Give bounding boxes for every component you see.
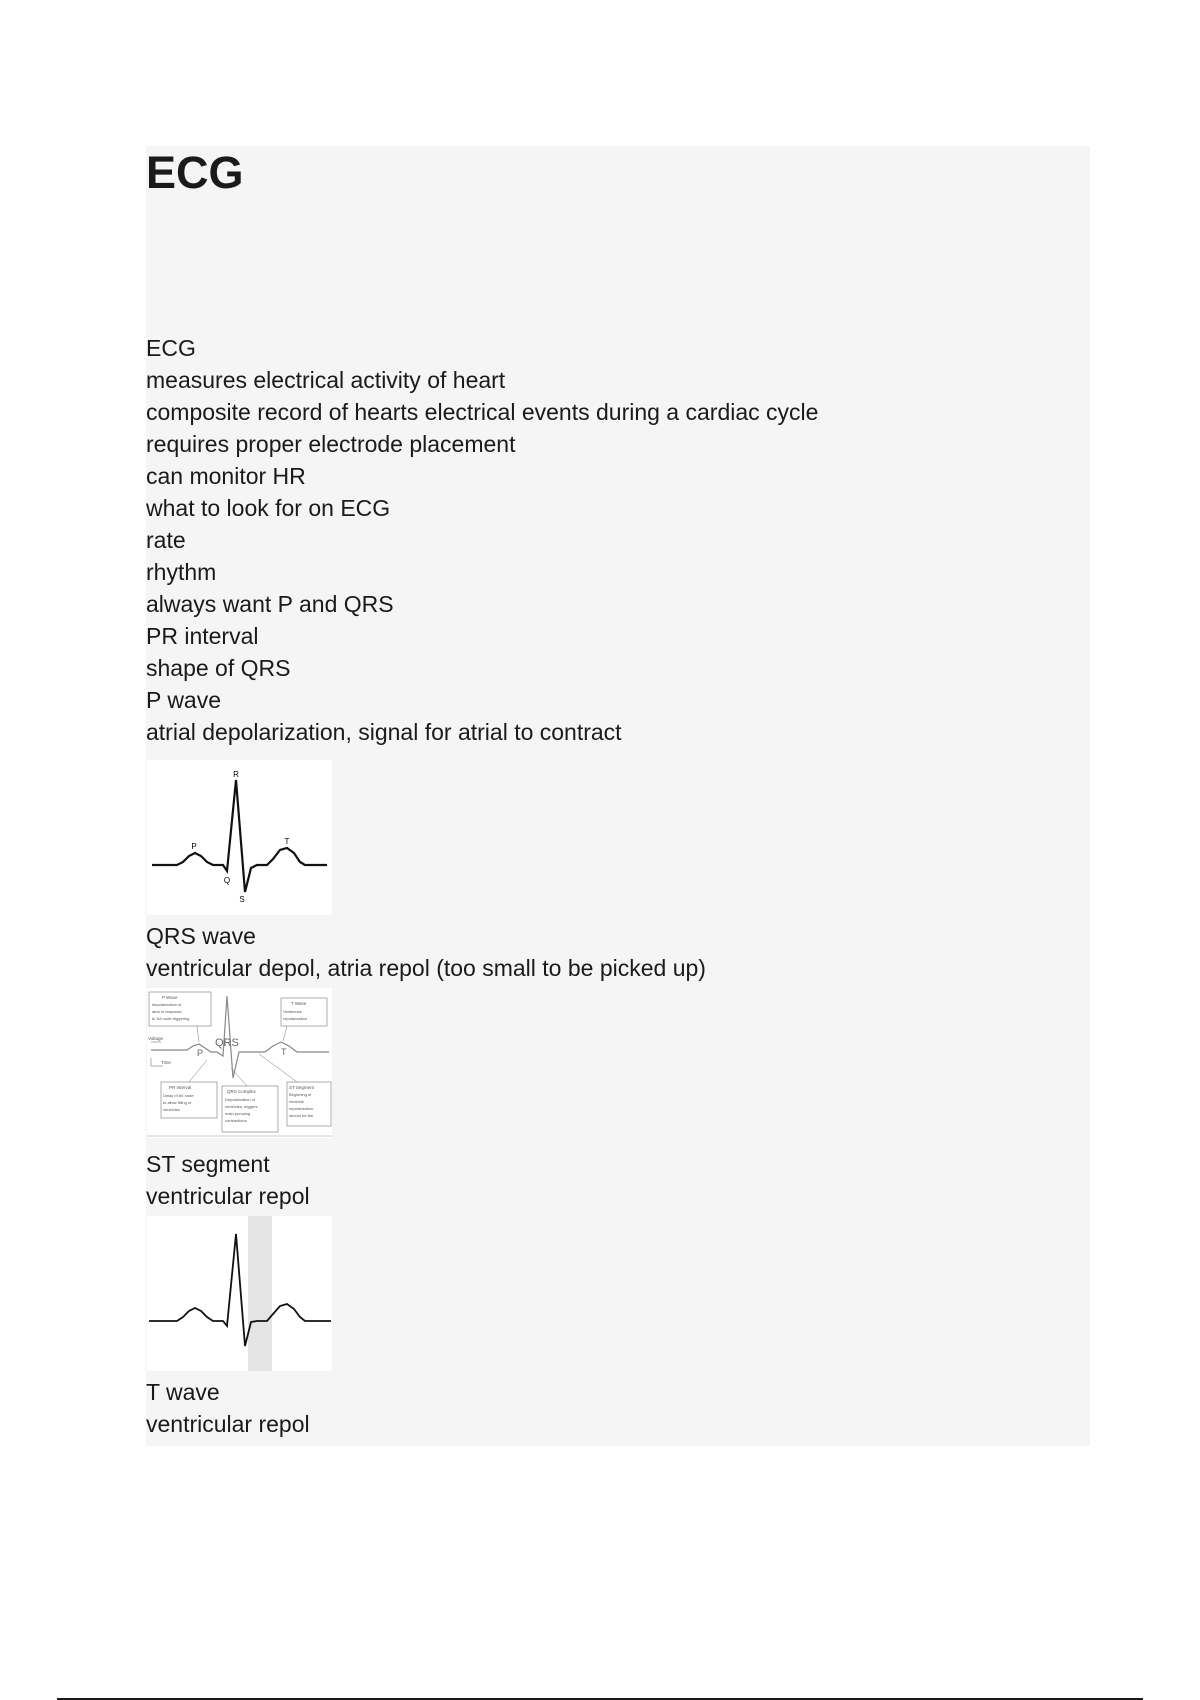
ecg-waveform-figure (147, 760, 332, 915)
text-line: ventricular depol, atria repol (too small to be picked up) (146, 955, 706, 981)
text-line: QRS wave (146, 923, 256, 949)
svg-text:P Wave: P Wave (162, 995, 178, 1000)
svg-text:main pumping: main pumping (225, 1111, 251, 1116)
page-title: ECG (146, 147, 244, 198)
notes-card (146, 146, 1090, 1446)
text-line: ST segment (146, 1151, 270, 1177)
label-t2: T (281, 1047, 287, 1057)
axis-time: Time (161, 1060, 171, 1065)
axis-voltage: Voltage (148, 1036, 164, 1041)
text-line: rhythm (146, 559, 217, 585)
text-line: ventricular repol (146, 1411, 310, 1437)
svg-text:T Wave: T Wave (291, 1001, 307, 1006)
text-line: always want P and QRS (146, 591, 394, 617)
svg-text:to SA node triggering: to SA node triggering (152, 1016, 190, 1021)
svg-text:atria in response: atria in response (152, 1009, 182, 1014)
text-line: PR interval (146, 623, 259, 649)
label-p2: P (197, 1048, 204, 1058)
text-line: rate (146, 527, 186, 553)
text-line: composite record of hearts electrical events during a cardiac cycle (146, 399, 819, 425)
svg-text:Ventricular: Ventricular (283, 1009, 302, 1014)
text-line: shape of QRS (146, 655, 291, 681)
st-segment-svg (147, 1216, 332, 1371)
svg-text:contractions: contractions (225, 1118, 247, 1123)
label-p: P (191, 842, 197, 851)
svg-text:repolarization: repolarization (283, 1016, 308, 1021)
svg-text:should be flat: should be flat (289, 1113, 313, 1118)
label-t: T (284, 837, 290, 846)
svg-text:ST Segment: ST Segment (289, 1085, 314, 1090)
svg-text:to allow filling of: to allow filling of (163, 1100, 192, 1105)
ecg-annotated-svg (147, 988, 332, 1138)
svg-text:ventricles: ventricles (163, 1107, 180, 1112)
label-q: Q (223, 876, 231, 885)
label-qrs: QRS (215, 1037, 239, 1049)
text-line: atrial depolarization, signal for atrial to contract (146, 719, 622, 745)
text-line: what to look for on ECG (146, 495, 391, 521)
label-s: S (239, 895, 245, 904)
svg-text:depolarization of: depolarization of (152, 1002, 182, 1007)
text-line: measures electrical activity of heart (146, 367, 506, 393)
st-segment-figure (147, 1216, 332, 1371)
svg-text:ventricle: ventricle (289, 1099, 304, 1104)
text-line: ECG (146, 335, 196, 361)
svg-text:ventricles, triggers: ventricles, triggers (225, 1104, 258, 1109)
svg-text:Beginning of: Beginning of (289, 1092, 312, 1097)
text-line: ventricular repol (146, 1183, 310, 1209)
text-line: can monitor HR (146, 463, 306, 489)
svg-text:PR Interval: PR Interval (169, 1085, 192, 1090)
text-line: T wave (146, 1379, 220, 1405)
svg-text:QRS Complex: QRS Complex (227, 1089, 256, 1094)
text-line: requires proper electrode placement (146, 431, 516, 457)
ecg-waveform-svg (147, 760, 332, 915)
text-line: P wave (146, 687, 222, 713)
ecg-annotated-diagram (147, 988, 332, 1138)
svg-text:Depolarization of: Depolarization of (225, 1097, 256, 1102)
label-r: R (233, 770, 239, 779)
svg-text:Delay of AV node: Delay of AV node (163, 1093, 194, 1098)
svg-text:repolarization: repolarization (289, 1106, 314, 1111)
